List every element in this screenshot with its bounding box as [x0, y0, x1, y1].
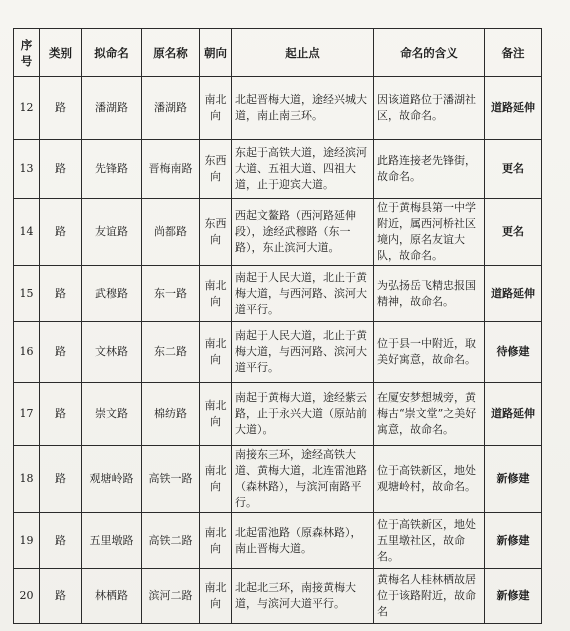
cell-orientation: 南北向 — [200, 266, 232, 322]
cell-category: 路 — [40, 266, 82, 322]
cell-original-name: 东一路 — [142, 266, 200, 322]
cell-original-name: 高铁二路 — [142, 513, 200, 569]
header-meaning: 命名的含义 — [374, 29, 485, 77]
cell-orientation: 南北向 — [200, 513, 232, 569]
cell-category: 路 — [40, 140, 82, 199]
cell-category: 路 — [40, 383, 82, 446]
table-row — [14, 140, 542, 199]
cell-original-name: 滨河二路 — [142, 569, 200, 624]
cell-note: 新修建 — [485, 513, 542, 569]
cell-category: 路 — [40, 446, 82, 513]
cell-note: 道路延伸 — [485, 383, 542, 446]
header-proposed-name: 拟命名 — [82, 29, 142, 77]
cell-proposed-name: 先锋路 — [82, 140, 142, 199]
cell-original-name: 东二路 — [142, 322, 200, 383]
cell-proposed-name: 五里墩路 — [82, 513, 142, 569]
table-header-row — [14, 29, 542, 77]
cell-meaning: 位于高铁新区，地处观塘岭村，故命名。 — [374, 446, 485, 513]
cell-note: 道路延伸 — [485, 77, 542, 140]
table-row — [14, 199, 542, 266]
cell-category: 路 — [40, 569, 82, 624]
cell-endpoints: 北起晋梅大道，途经兴城大道，南止南三环。 — [232, 77, 374, 140]
table-row — [14, 569, 542, 624]
cell-proposed-name: 武穆路 — [82, 266, 142, 322]
cell-category: 路 — [40, 513, 82, 569]
table-row — [14, 513, 542, 569]
cell-endpoints: 南起于人民大道，北止于黄梅大道，与西河路、滨河大道平行。 — [232, 322, 374, 383]
cell-no: 14 — [14, 199, 40, 266]
cell-note: 更名 — [485, 199, 542, 266]
cell-endpoints: 东起于高铁大道，途经滨河大道、五祖大道、四祖大道，止于迎宾大道。 — [232, 140, 374, 199]
header-original-name: 原名称 — [142, 29, 200, 77]
cell-orientation: 南北向 — [200, 446, 232, 513]
cell-endpoints: 北起雷池路（原森林路），南止晋梅大道。 — [232, 513, 374, 569]
cell-no: 15 — [14, 266, 40, 322]
cell-no: 19 — [14, 513, 40, 569]
cell-proposed-name: 文林路 — [82, 322, 142, 383]
cell-meaning: 黄梅名人桂林栖故居位于该路附近，故命名 — [374, 569, 485, 624]
cell-no: 18 — [14, 446, 40, 513]
cell-endpoints: 西起文鳌路（西河路延伸段），途经武穆路（东一路），东止滨河大道。 — [232, 199, 374, 266]
cell-no: 12 — [14, 77, 40, 140]
header-note: 备注 — [485, 29, 542, 77]
cell-proposed-name: 观塘岭路 — [82, 446, 142, 513]
cell-orientation: 南北向 — [200, 569, 232, 624]
cell-orientation: 南北向 — [200, 77, 232, 140]
cell-orientation: 南北向 — [200, 383, 232, 446]
cell-meaning: 位于高铁新区，地处五里墩社区，故命名。 — [374, 513, 485, 569]
road-naming-table — [13, 28, 542, 624]
cell-note: 待修建 — [485, 322, 542, 383]
cell-note: 新修建 — [485, 446, 542, 513]
cell-proposed-name: 崇文路 — [82, 383, 142, 446]
cell-category: 路 — [40, 199, 82, 266]
cell-no: 17 — [14, 383, 40, 446]
cell-meaning: 在厦安梦想城旁，黄梅古“崇文堂”之美好寓意，故命名。 — [374, 383, 485, 446]
table-row — [14, 322, 542, 383]
cell-proposed-name: 潘湖路 — [82, 77, 142, 140]
cell-category: 路 — [40, 322, 82, 383]
cell-note: 道路延伸 — [485, 266, 542, 322]
cell-original-name: 高铁一路 — [142, 446, 200, 513]
cell-orientation: 东西向 — [200, 199, 232, 266]
cell-note: 更名 — [485, 140, 542, 199]
header-category: 类别 — [40, 29, 82, 77]
header-endpoints: 起止点 — [232, 29, 374, 77]
cell-meaning: 为弘扬岳飞精忠报国精神，故命名。 — [374, 266, 485, 322]
cell-endpoints: 北起北三环，南接黄梅大道，与滨河大道平行。 — [232, 569, 374, 624]
cell-original-name: 潘湖路 — [142, 77, 200, 140]
table-row — [14, 446, 542, 513]
cell-orientation: 南北向 — [200, 322, 232, 383]
cell-meaning: 位于黄梅县第一中学附近，属西河桥社区境内，原名友谊大队，故命名。 — [374, 199, 485, 266]
cell-original-name: 尚都路 — [142, 199, 200, 266]
cell-proposed-name: 林栖路 — [82, 569, 142, 624]
cell-original-name: 棉纺路 — [142, 383, 200, 446]
table-row — [14, 77, 542, 140]
cell-note: 新修建 — [485, 569, 542, 624]
cell-category: 路 — [40, 77, 82, 140]
cell-meaning: 此路连接老先锋街，故命名。 — [374, 140, 485, 199]
cell-endpoints: 南起于黄梅大道，途经紫云路，止于永兴大道（原站前大道）。 — [232, 383, 374, 446]
cell-orientation: 东西向 — [200, 140, 232, 199]
cell-no: 16 — [14, 322, 40, 383]
cell-no: 20 — [14, 569, 40, 624]
cell-meaning: 因该道路位于潘湖社区，故命名。 — [374, 77, 485, 140]
table-row — [14, 383, 542, 446]
cell-original-name: 晋梅南路 — [142, 140, 200, 199]
header-no: 序号 — [14, 29, 40, 77]
header-orientation: 朝向 — [200, 29, 232, 77]
table-row — [14, 266, 542, 322]
cell-endpoints: 南起于人民大道，北止于黄梅大道，与西河路、滨河大道平行。 — [232, 266, 374, 322]
cell-no: 13 — [14, 140, 40, 199]
cell-endpoints: 南接东三环，途经高铁大道、黄梅大道，北连雷池路（森林路），与滨河南路平行。 — [232, 446, 374, 513]
cell-proposed-name: 友谊路 — [82, 199, 142, 266]
cell-meaning: 位于县一中附近，取美好寓意，故命名。 — [374, 322, 485, 383]
